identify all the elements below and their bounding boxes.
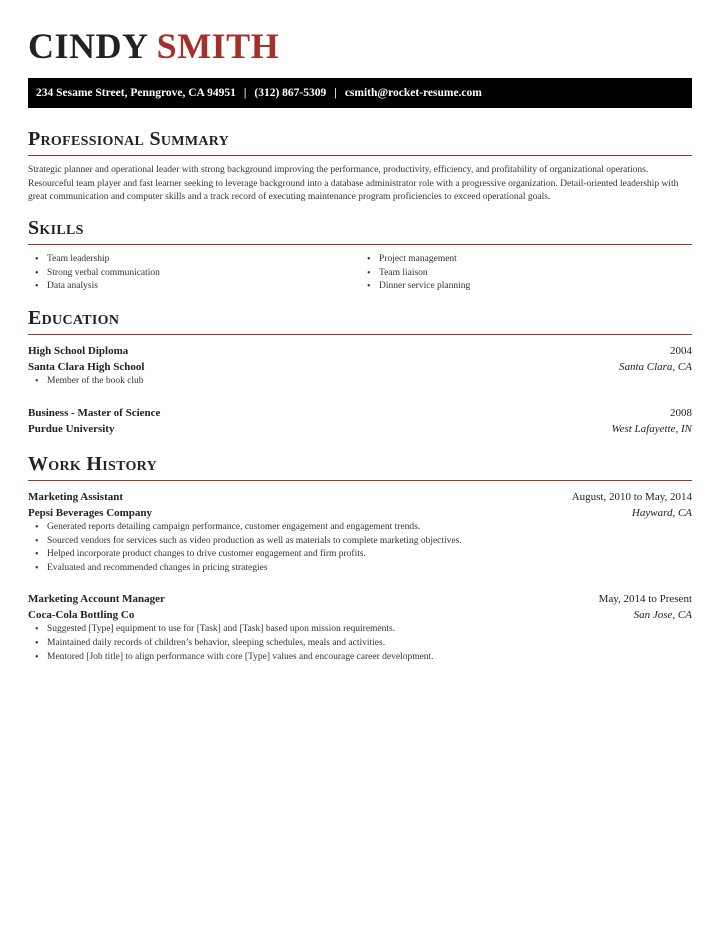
entry-date: 2008 — [670, 406, 692, 419]
separator: | — [243, 87, 247, 99]
email-link[interactable]: csmith@rocket-resume.com — [344, 87, 482, 99]
entry-subheader — [28, 607, 692, 623]
bullet-item: • Helped incorporate product changes to drive customer engagement and firm profits. — [47, 548, 692, 562]
skills-list-right — [360, 253, 692, 294]
school: Purdue University — [28, 422, 115, 435]
entry-location: West Lafayette, IN — [611, 422, 692, 435]
section-divider — [28, 155, 692, 156]
entry-location: Hayward, CA — [631, 507, 692, 519]
separator: | — [334, 87, 337, 99]
candidate-name — [28, 24, 279, 68]
entry-location: San Jose, CA — [633, 609, 692, 622]
phone: (312) 867-5309 — [254, 87, 327, 99]
section-heading: Education — [28, 307, 120, 329]
bullet-item: • Suggested [Type] equipment to use for [Task] and [Task] based upon mission requirements. — [47, 623, 692, 637]
entry-location: Santa Clara, CA — [618, 361, 692, 373]
entry-subheader — [28, 421, 692, 437]
degree: Business - Master of Science — [28, 406, 161, 419]
entry-header — [28, 343, 692, 359]
skills-section — [28, 216, 692, 294]
section-heading: Skills — [28, 217, 84, 239]
entry-subheader — [28, 359, 692, 375]
skill-item: • Team liaison — [379, 267, 692, 281]
company: Pepsi Beverages Company — [28, 507, 153, 519]
entry-bullets — [28, 375, 692, 389]
bullet-item: • Generated reports detailing campaign performance, customer engagement and engagement trends. — [47, 521, 692, 535]
degree: High School Diploma — [28, 345, 129, 357]
skill-item: • Team leadership — [47, 253, 360, 267]
work-section — [28, 452, 692, 664]
contact-bar — [28, 78, 692, 108]
education-entry — [28, 405, 692, 437]
summary-text: Strategic planner and operational leader with strong background improving the performance, productivity, efficiency, and profitability of organizational operations. Resourceful team player and fast learner seeking to leverage background into a database administrator role with a progressive organization. Detail-oriented leadership with great communication and computer skills and a track record of executing maintenance program proficiencies to exceed operational goals. — [28, 165, 679, 203]
job-title: Marketing Assistant — [28, 491, 124, 503]
section-divider — [28, 334, 692, 335]
section-divider — [28, 480, 692, 481]
school: Santa Clara High School — [28, 361, 145, 373]
entry-bullets — [28, 521, 692, 575]
entry-header — [28, 489, 692, 505]
bullet-item: • Maintained daily records of children’s behavior, sleeping schedules, meals and activities. — [47, 637, 692, 651]
bullet-item: • Mentored [Job title] to align performance with core [Type] values and encourage career development. — [47, 651, 692, 665]
education-section — [28, 306, 692, 437]
job-title: Marketing Account Manager — [28, 593, 165, 606]
education-entry — [28, 343, 692, 389]
entry-date: 2004 — [670, 345, 692, 357]
skill-item: • Project management — [379, 253, 692, 267]
first-name: CINDY — [28, 26, 148, 66]
entry-header — [28, 405, 692, 421]
skills-columns — [28, 253, 692, 294]
entry-dates: August, 2010 to May, 2014 — [571, 491, 692, 503]
entry-header — [28, 591, 692, 607]
section-divider — [28, 244, 692, 245]
entry-subheader — [28, 505, 692, 521]
section-heading: Work History — [28, 453, 157, 475]
skill-item: • Data analysis — [47, 280, 360, 294]
bullet-item: • Sourced vendors for services such as video production as well as materials to complete marketing objectives. — [47, 535, 692, 549]
work-entry — [28, 591, 692, 664]
last-name: SMITH — [156, 26, 280, 66]
entry-dates: May, 2014 to Present — [598, 593, 692, 606]
bullet-item: • Evaluated and recommended changes in pricing strategies — [47, 562, 692, 576]
section-heading: Professional Summary — [28, 128, 230, 150]
work-entry — [28, 489, 692, 575]
entry-bullets — [28, 623, 692, 664]
bullet-item: • Member of the book club — [47, 375, 692, 389]
skill-item: • Strong verbal communication — [47, 267, 360, 281]
skills-list-left — [28, 253, 360, 294]
company: Coca-Cola Bottling Co — [28, 609, 135, 622]
address: 234 Sesame Street, Penngrove, CA 94951 — [36, 87, 236, 99]
skill-item: • Dinner service planning — [379, 280, 692, 294]
summary-section — [28, 127, 692, 205]
